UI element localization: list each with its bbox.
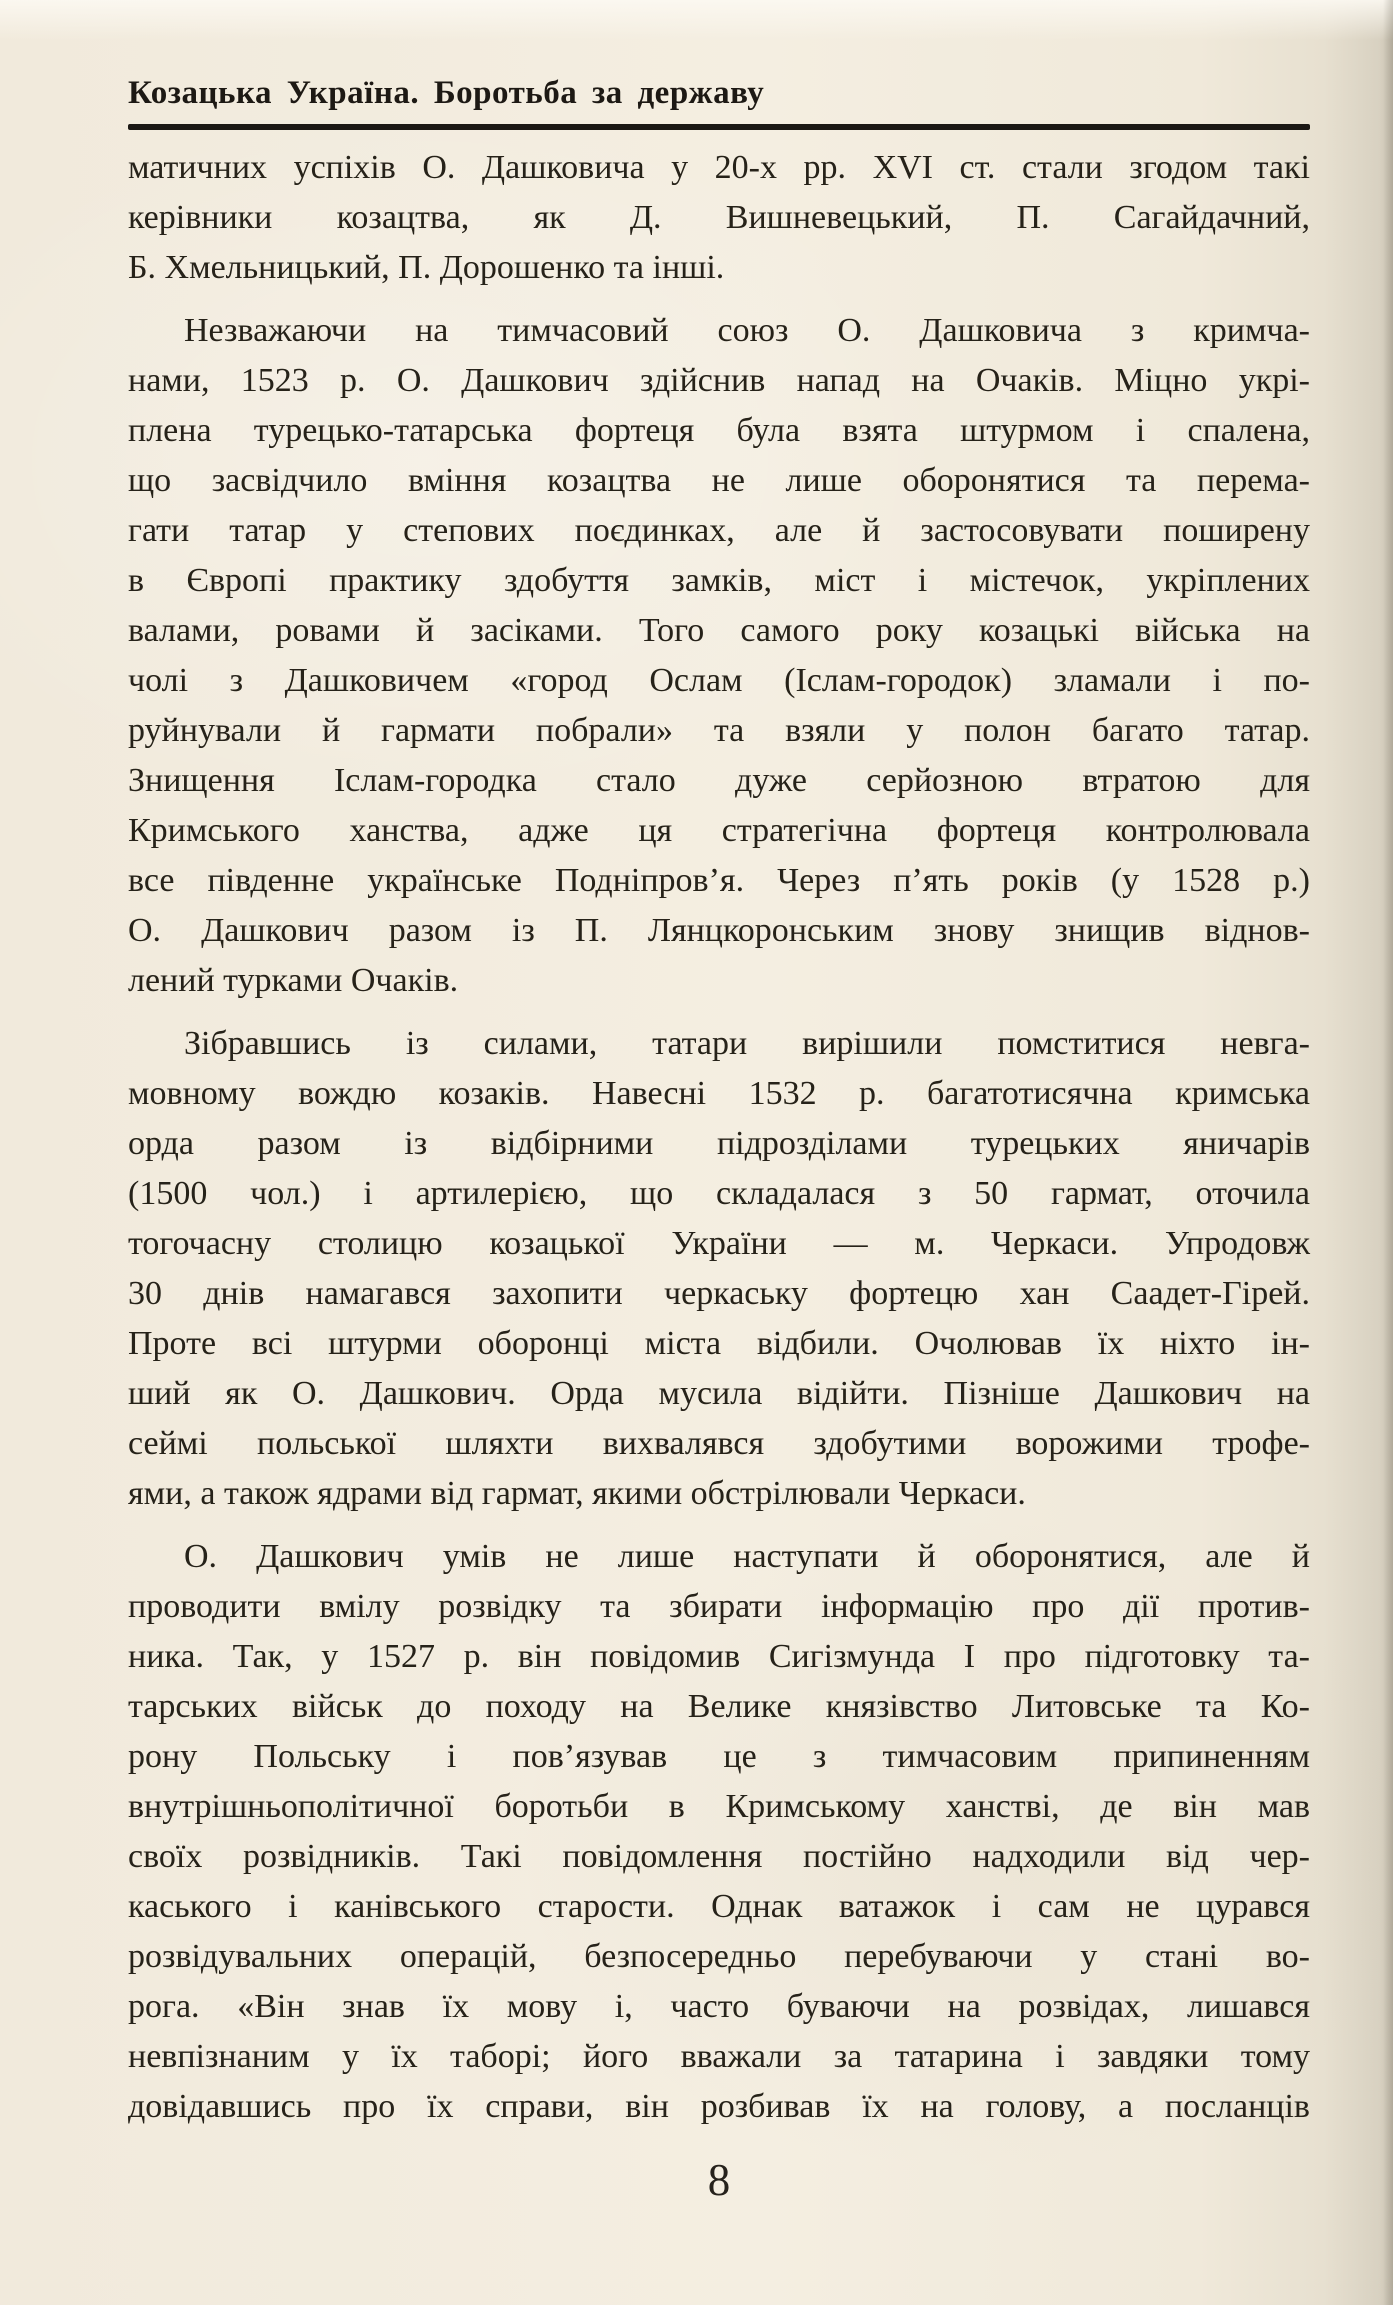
body-line: Проте всі штурми оборонці міста відбили. Очолював їх ніхто ін- [128,1325,1310,1362]
body-line: О. Дашкович разом із П. Лянцкоронським знову знищив віднов- [128,912,1310,949]
body-line: проводити вмілу розвідку та збирати інформацію про дії против- [128,1588,1310,1625]
body-line: мовному вождю козаків. Навесні 1532 р. багатотисячна кримська [128,1075,1310,1112]
body-line: рога. «Він знав їх мову і, часто буваючи на розвідах, лишався [128,1988,1310,2025]
body-line: ника. Так, у 1527 р. він повідомив Сигізмунда І про підготовку та- [128,1638,1310,1675]
body-line: матичних успіхів О. Дашковича у 20-х рр. XVI ст. стали згодом такі [128,149,1310,186]
body-line: внутрішньополітичної боротьби в Кримському ханстві, де він мав [128,1788,1310,1825]
body-line: нами, 1523 р. О. Дашкович здійснив напад на Очаків. Міцно укрі- [128,362,1310,399]
body-line: ший як О. Дашкович. Орда мусила відійти. Пізніше Дашкович на [128,1375,1310,1412]
body-line: чолі з Дашковичем «город Ослам (Іслам-городок) зламали і по- [128,662,1310,699]
paragraph [128,306,1310,1006]
page-edge-shadow [1383,0,1393,2305]
body-line: ями, а також ядрами від гармат, якими обстрілювали Черкаси. [128,1475,1026,1512]
body-line: керівники козацтва, як Д. Вишневецький, П. Сагайдачний, [128,199,1310,236]
body-line: лений турками Очаків. [128,962,459,999]
paragraph [128,143,1310,293]
body-line: каського і канівського старости. Однак ватажок і сам не цурався [128,1888,1310,1925]
body-line: Зібравшись із силами, татари вирішили помститися невга- [184,1025,1310,1062]
body-line: Кримського ханства, адже ця стратегічна фортеця контролювала [128,812,1310,849]
body-line: орда разом із відбірними підрозділами турецьких яничарів [128,1125,1310,1162]
header-rule [128,124,1310,130]
body-line: валами, ровами й засіками. Того самого року козацькі війська на [128,612,1310,649]
body-line: розвідувальних операцій, безпосередньо перебуваючи у стані во- [128,1938,1310,1975]
body-line: 30 днів намагався захопити черкаську фортецю хан Саадет-Гірей. [128,1275,1310,1312]
page-number: 8 [707,2155,731,2205]
body-line: Знищення Іслам-городка стало дуже серйозною втратою для [128,762,1310,799]
body-line: що засвідчило вміння козацтва не лише оборонятися та перема- [128,462,1310,499]
body-line: своїх розвідників. Такі повідомлення постійно надходили від чер- [128,1838,1310,1875]
body-line: Незважаючи на тимчасовий союз О. Дашковича з кримча- [184,312,1310,349]
body-line: тогочасну столицю козацької України — м. Черкаси. Упродовж [128,1225,1310,1262]
body-line: рону Польську і пов’язував це з тимчасовим припиненням [128,1738,1310,1775]
body-line: Б. Хмельницький, П. Дорошенко та інші. [128,249,725,286]
body-line: в Європі практику здобуття замків, міст і містечок, укріплених [128,562,1310,599]
body-line: О. Дашкович умів не лише наступати й оборонятися, але й [184,1538,1310,1575]
body-line: сеймі польської шляхти вихвалявся здобутими ворожими трофе- [128,1425,1310,1462]
body-line: руйнували й гармати побрали» та взяли у полон багато татар. [128,712,1310,749]
running-header: Козацька Україна. Боротьба за державу [128,75,765,111]
body-line: довідавшись про їх справи, він розбивав їх на голову, а посланців [128,2088,1310,2125]
body-line: гати татар у степових поєдинках, але й застосовувати поширену [128,512,1310,549]
body-line: все південне українське Подніпров’я. Через п’ять років (у 1528 р.) [128,862,1310,899]
body-line: тарських військ до походу на Велике князівство Литовське та Ко- [128,1688,1310,1725]
paragraph [128,1019,1310,1519]
body-text [128,143,1310,2132]
body-line: (1500 чол.) і артилерією, що складалася з 50 гармат, оточила [128,1175,1310,1212]
paragraph [128,1532,1310,2132]
body-line: невпізнаним у їх таборі; його вважали за татарина і завдяки тому [128,2038,1310,2075]
body-line: плена турецько-татарська фортеця була взята штурмом і спалена, [128,412,1310,449]
